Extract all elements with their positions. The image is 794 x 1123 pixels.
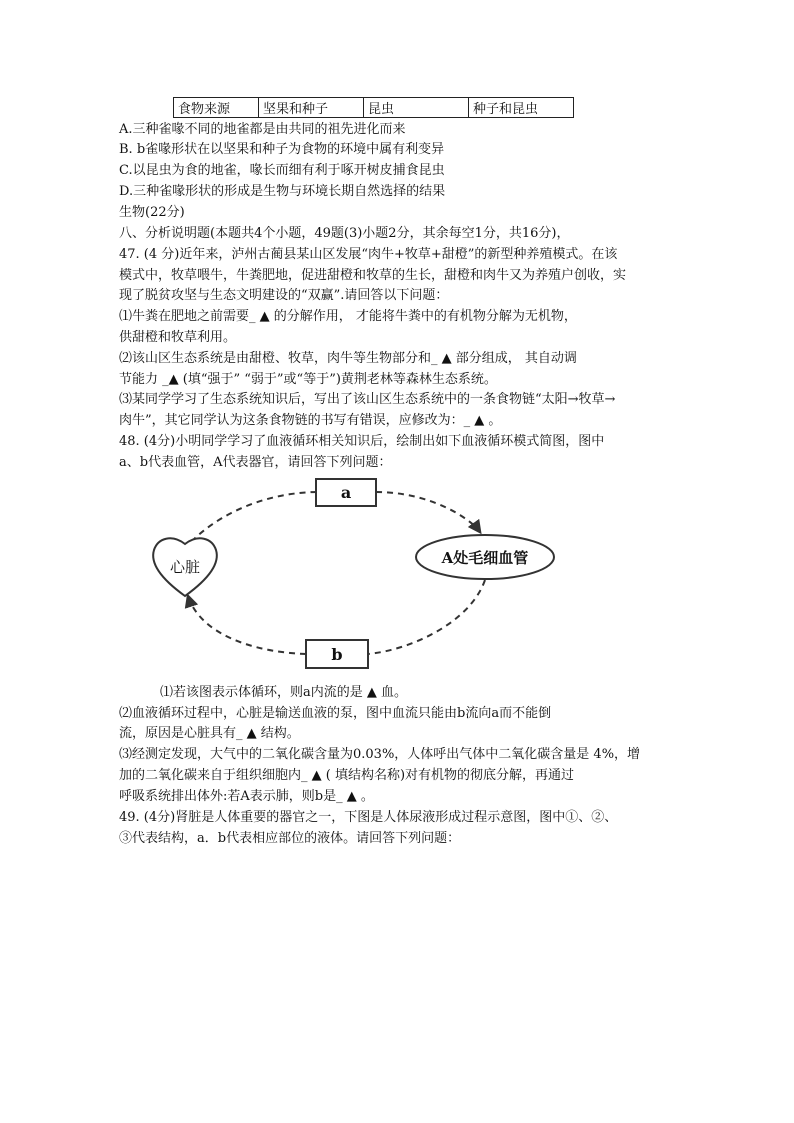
q47-sub3-a: ⑶某同学学习了生态系统知识后，写出了该山区生态系统中的一条食物链“太阳→牧草→: [119, 392, 616, 407]
q49-text-1: 49. (4分)肾脏是人体重要的器官之一，下图是人体尿液形成过程示意图，图中①、②、: [119, 810, 618, 825]
blood-circulation-diagram: [140, 468, 580, 683]
q49-text-2: ③代表结构，a．b代表相应部位的液体。请回答下列问题：: [119, 831, 461, 846]
q47-text-2: 模式中，牧草喂牛，牛粪肥地，促进甜橙和牧草的生长，甜橙和肉牛又为养殖户创收，实: [119, 268, 627, 283]
table-cell: 食物来源: [174, 98, 259, 118]
section-heading: 八、分析说明题(本题共4个小题，49题(3)小题2分，其余每空1分，共16分)，: [119, 226, 570, 241]
q47-sub1-a: ⑴牛粪在肥地之前需要_ ▲ 的分解作用， 才能将牛粪中的有机物分解为无机物，: [119, 309, 577, 324]
table-row: [174, 98, 574, 118]
option-c: C.以昆虫为食的地雀，喙长而细有利于啄开树皮捕食昆虫: [119, 163, 445, 178]
heart-label: 心脏: [169, 558, 201, 576]
q47-sub2-a: ⑵该山区生态系统是由甜橙、牧草，肉牛等生物部分和_ ▲ 部分组成， 其自动调: [119, 351, 577, 366]
q47-text-1: 47. (4 分)近年来，泸州古蔺县某山区发展“肉牛+牧草+甜橙”的新型种养殖模式。在该: [119, 247, 618, 262]
q48-sub2-b: 流，原因是心脏具有_ ▲ 结构。: [119, 726, 300, 741]
q48-sub3-b: 加的二氧化碳来自于组织细胞内_ ▲ ( 填结构名称)对有机物的彻底分解，再通过: [119, 768, 575, 783]
vessel-b-label: b: [331, 645, 343, 664]
table-cell: 种子和昆虫: [469, 98, 574, 118]
q48-sub3-c: 呼吸系统排出体外:若A表示肺，则b是_ ▲ 。: [119, 789, 374, 804]
option-b: B. b雀喙形状在以坚果和种子为食物的环境中属有利变异: [119, 142, 445, 157]
q48-sub2-a: ⑵血液循环过程中，心脏是输送血液的泵，图中血流只能由b流向a而不能倒: [119, 706, 552, 721]
food-source-table: [173, 97, 574, 118]
q48-sub3-a: ⑶经测定发现，大气中的二氧化碳含量为0.03%，人体呼出气体中二氧化碳含量是 4%，增: [119, 747, 641, 762]
q48-sub1: ⑴若该图表示体循环，则a内流的是 ▲ 血。: [160, 685, 408, 700]
upper-flow-path-right: [376, 492, 480, 532]
table-cell: 坚果和种子: [259, 98, 364, 118]
option-d: D.三种雀喙形状的形成是生物与环境长期自然选择的结果: [119, 184, 446, 199]
vessel-a-label: a: [340, 483, 352, 502]
lower-flow-path-left: [188, 596, 306, 654]
table-cell: 昆虫: [364, 98, 469, 118]
lower-flow-path-right: [368, 580, 485, 654]
q47-sub2-b: 节能力 _▲ (填“强于” “弱于”或“等于”)黄荆老林等森林生态系统。: [119, 372, 497, 387]
capillary-label: A处毛细血管: [441, 549, 529, 567]
q48-text-1: 48. (4分)小明同学学习了血液循环相关知识后，绘制出如下血液循环模式简图，图中: [119, 434, 605, 449]
subject-heading: 生物(22分): [119, 205, 185, 220]
q47-text-3: 现了脱贫攻坚与生态文明建设的“双赢”.请回答以下问题：: [119, 288, 449, 303]
q47-sub1-b: 供甜橙和牧草利用。: [119, 330, 237, 345]
option-a: A.三种雀喙不同的地雀都是由共同的祖先进化而来: [119, 122, 406, 137]
q47-sub3-b: 肉牛”，其它同学认为这条食物链的书写有错误，应修改为：_ ▲ 。: [119, 413, 502, 428]
q48-text-2: a、b代表血管，A代表器官，请回答下列问题：: [119, 455, 392, 470]
